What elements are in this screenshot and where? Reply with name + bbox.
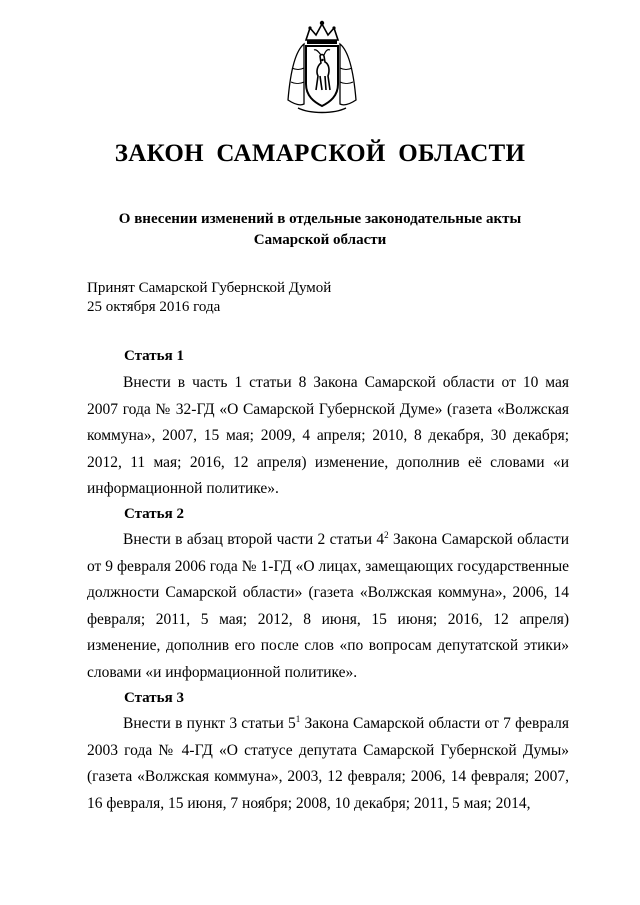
samara-coat-of-arms-icon [280,18,364,116]
article-2-text [87,527,569,686]
article-1-heading: Статья 1 [124,348,184,364]
article-3-heading: Статья 3 [124,690,184,706]
subtitle-line-1: О внесении изменений в отдельные законодательные акты [118,211,522,227]
article-3-text-end: Закона Самарской области от 7 февраля 2003 года № 4-ГД «О статусе депутата Самарской Губернской Думы» (газета «Волжская коммуна», 2003, 12 февраля; 2006, 14 февраля; 2007, 16 февраля, 15 июня, 7 ноября; 2008, 10 декабря; 2011, 5 мая; 2014, [87,715,569,812]
adoption-info [87,279,331,317]
article-3-superscript: 1 [295,713,301,724]
article-2-text-start: Внести в абзац второй части 2 статьи 4 [123,531,385,548]
adoption-date: 25 октября 2016 года [87,299,221,315]
document-subtitle [100,209,540,251]
article-2-text-end: Закона Самарской области от 9 февраля 2006 года № 1-ГД «О лицах, замещающих государственные должности Самарской области» (газета «Волжская коммуна», 2006, 14 февраля; 2011, 5 мая; 2012, 8 июня, 15 июня; 2016, 12 апреля) изменение, дополнив его после слов «по вопросам депутатской этики» словами «и информационной политике». [87,531,569,681]
article-3-text [87,711,569,817]
article-2-heading: Статья 2 [124,506,184,522]
article-1-text: Внести в часть 1 статьи 8 Закона Самарской области от 10 мая 2007 года № 32-ГД «О Самарской Губернской Думе» (газета «Волжская коммуна», 2007, 15 мая; 2009, 4 апреля; 2010, 8 декабря, 30 декабря; 2012, 11 мая; 2016, 12 апреля) изменение, дополнив её словами «и информационной политике». [87,374,569,497]
document-title: ЗАКОН САМАРСКОЙ ОБЛАСТИ [114,140,526,167]
article-2-superscript: 2 [384,529,389,540]
adopted-by: Принят Самарской Губернской Думой [87,280,332,296]
subtitle-line-2: Самарской области [253,232,387,248]
article-3-text-start: Внести в пункт 3 статьи 5 [123,715,296,732]
